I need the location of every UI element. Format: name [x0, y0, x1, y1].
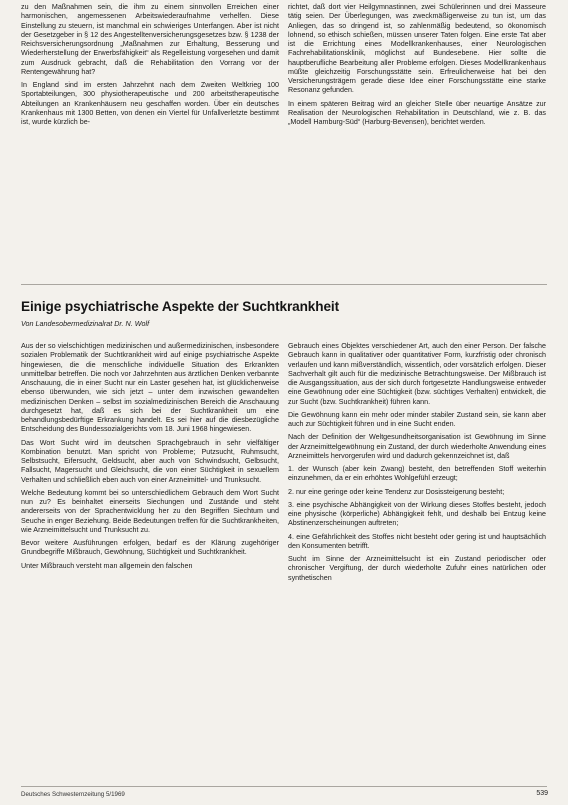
top-right-column — [288, 3, 546, 131]
body-right-column — [288, 342, 546, 587]
section-divider — [21, 284, 547, 285]
list-item: 4. eine Gefährlichkeit des Stoffes nicht besteht oder gering ist und hauptsächlich den Konsumenten betrifft. — [288, 532, 546, 550]
list-item: 2. nur eine geringe oder keine Tendenz zur Dosissteigerung besteht; — [288, 487, 505, 496]
paragraph: Bevor weitere Ausführungen erfolgen, bedarf es der Klärung zugehöriger Grundbegriffe Mißbrauch, Gewöhnung, Süchtigkeit und Suchtkrankheit. — [21, 539, 279, 557]
paragraph: Welche Bedeutung kommt bei so unterschiedlichem Gebrauch dem Wort Sucht nun zu? Es beinhaltet einerseits Siechungen und Zustände und steht andererseits von der Sprachentwicklung her zu den Begriffen Siechtum und Seuche in enger Beziehung. Beide Bedeutungen treffen für die Suchtkrankheiten, wie Arzneimittelsucht und Trunksucht zu. — [21, 488, 279, 534]
paragraph: In einem späteren Beitrag wird an gleicher Stelle über neuartige Ansätze zur Realisation der Neurologischen Rehabilitation in Deutschland, wie z. B. das „Modell Hamburg-Süd“ (Harburg-Bevensen), berichtet werden. — [288, 99, 546, 126]
paragraph: Gebrauch eines Objektes verschiedener Art, auch den einer Person. Der falsche Gebrauch kann in qualitativer oder quantitativer Form, kurzfristig oder chronisch verlaufen und kann mißverständlich, wissentlich, oder vorsätzlich erfolgen. Dieser Sachverhalt gilt auch für die medizinische Betrachtungsweise. Der Mißbrauch ist die Ausgangssituation, aus der sich durch fortgesetzte Handlungsweise entweder eine Gewöhnung oder eine Süchtigkeit (bzw. süchtiges Verhalten) entwickelt, die zur Sucht (bzw. Suchtkrankheit) führen kann. — [288, 342, 546, 406]
paragraph: In England sind im ersten Jahrzehnt nach dem Zweiten Weltkrieg 100 Sportabteilungen, 300 physiotherapeutische und 200 arbeitstherapeutische Abteilungen an Krankenhäusern neu geschaffen worden. Über ein deutsches Krankenhaus mit 1300 Betten, von denen ein Viertel für Unfallverletzte bestimmt ist, wurde kürzlich be- — [21, 81, 279, 126]
paragraph: Aus der so vielschichtigen medizinischen und außermedizinischen, insbesondere sozialen Problematik der Suchtkrankheit wird auf einige psychiatrische Aspekte hingewiesen, die die menschliche individuelle Situation des Erkrankten unmittelbar betreffen. Die noch vor Jahrzehnten aus ärztlichen Denken verbannte Anschauung, die in einer Sucht nur ein Laster gesehen hat, ist glücklicherweise ebenso überwunden, wie sich jetzt – unter dem inzwischen gewandelten medizinischen Denken – selbst im sozialmedizinischen Bereich die Anschauung durchgesetzt hat, daß es sich bei der Suchtkrankheit um eine behandlungsbedürftige Erkrankung handelt. Es sei hier auf die diesbezügliche Entscheidung des Bundessozialgerichts vom 18. Juni 1968 hingewiesen. — [21, 342, 279, 434]
top-left-column — [21, 3, 279, 131]
paragraph: richtet, daß dort vier Heilgymnastinnen, zwei Schülerinnen und drei Masseure tätig seien. Der Überlegungen, was zweckmäßigerweise zu tun ist, um das Anliegen, das so dringend ist, so zahlenmäßig bedeutend, so ökonomisch lohnend, so ethisch schießen, müssen unserer Taten folgen. Eine erste Tat aber ist die Errichtung eines Modellkrankenhauses, einer Neurologischen Fachrehabilitationsklinik, möglichst auf Bundesebene. Hier sollte die hauptberufliche Bearbeitung aller Probleme erfolgen. Dieses Modellkrankenhaus müßte gleichzeitig Forschungsstätte sein. Erfreulicherweise hat bei den Versicherungsträgern gerade diese Idee einer Forschungsstätte eine starke Resonanz gefunden. — [288, 3, 546, 95]
footer-divider — [21, 786, 547, 787]
list-item: 1. der Wunsch (aber kein Zwang) besteht, den betreffenden Stoff weiterhin einzunehmen, da er ein erhöhtes Wohlgefühl erzeugt; — [288, 465, 546, 483]
paragraph: zu den Maßnahmen sein, die ihm zu einem sinnvollen Erreichen einer harmonischen, angemessenen Arbeitswiederaufnahme verhelfen. Diese Einstellung zu steuern, ist manchmal ein schwieriges Unterfangen. Aber ist nicht der Gesetzgeber in § 12 des Angestelltenversicherungsgesetzes bzw. § 1238 der Reichsversicherungsordnung „Maßnahmen zur Erhaltung, Besserung und Wiederherstellung der Erwerbsfähigkeit“ als Regelleistung vorgesehen und damit zum Ausdruck gebracht, daß die Rehabilitation den Vorrang vor der Rentengewährung hat? — [21, 3, 279, 76]
author-byline: Von Landesobermedizinalrat Dr. N. Wolf — [21, 319, 150, 328]
paragraph: Das Wort Sucht wird im deutschen Sprachgebrauch in sehr vielfältiger Kombination benutzt. Man spricht von Probleme; Putzsucht, Ruhmsucht, Selbstsucht, Eifersucht, Geldsucht, aber auch von Schwindsucht, Gelbsucht, Fallsucht, Magersucht und Gleichsucht, die von einer Süchtigkeit in sexuellem Verhalten und schließlich eben auch von einer Arzneimittel- und Trunksucht. — [21, 438, 279, 484]
paragraph: Unter Mißbrauch versteht man allgemein den falschen — [21, 561, 193, 570]
footer-source: Deutsches Schwesternzeitung 5/1969 — [21, 791, 125, 798]
body-left-column — [21, 342, 279, 575]
paragraph: Die Gewöhnung kann ein mehr oder minder stabiler Zustand sein, sie kann aber auch zur Süchtigkeit führen und in eine Sucht enden. — [288, 410, 546, 428]
list-item: 3. eine psychische Abhängigkeit von der Wirkung dieses Stoffes besteht, jedoch eine physische (körperliche) Abhängigkeit fehlt, und deshalb bei Entzug keine Abstinenzerscheinungen auftreten; — [288, 500, 546, 528]
page-number: 539 — [536, 790, 548, 797]
paragraph: Nach der Definition der Weltgesundheitsorganisation ist Gewöhnung im Sinne der Arzneimittelgewöhnung ein Zustand, der durch wiederholte Anwendung eines Arzneimittels hervorgerufen wird und dadurch gekennzeichnet ist, daß — [288, 433, 546, 460]
article-title: Einige psychiatrische Aspekte der Suchtkrankheit — [21, 299, 340, 315]
paragraph: Sucht im Sinne der Arzneimittelsucht ist ein Zustand periodischer oder chronischer Vergiftung, der durch wiederholte Zufuhr eines natürlichen oder synthetischen — [288, 555, 546, 582]
